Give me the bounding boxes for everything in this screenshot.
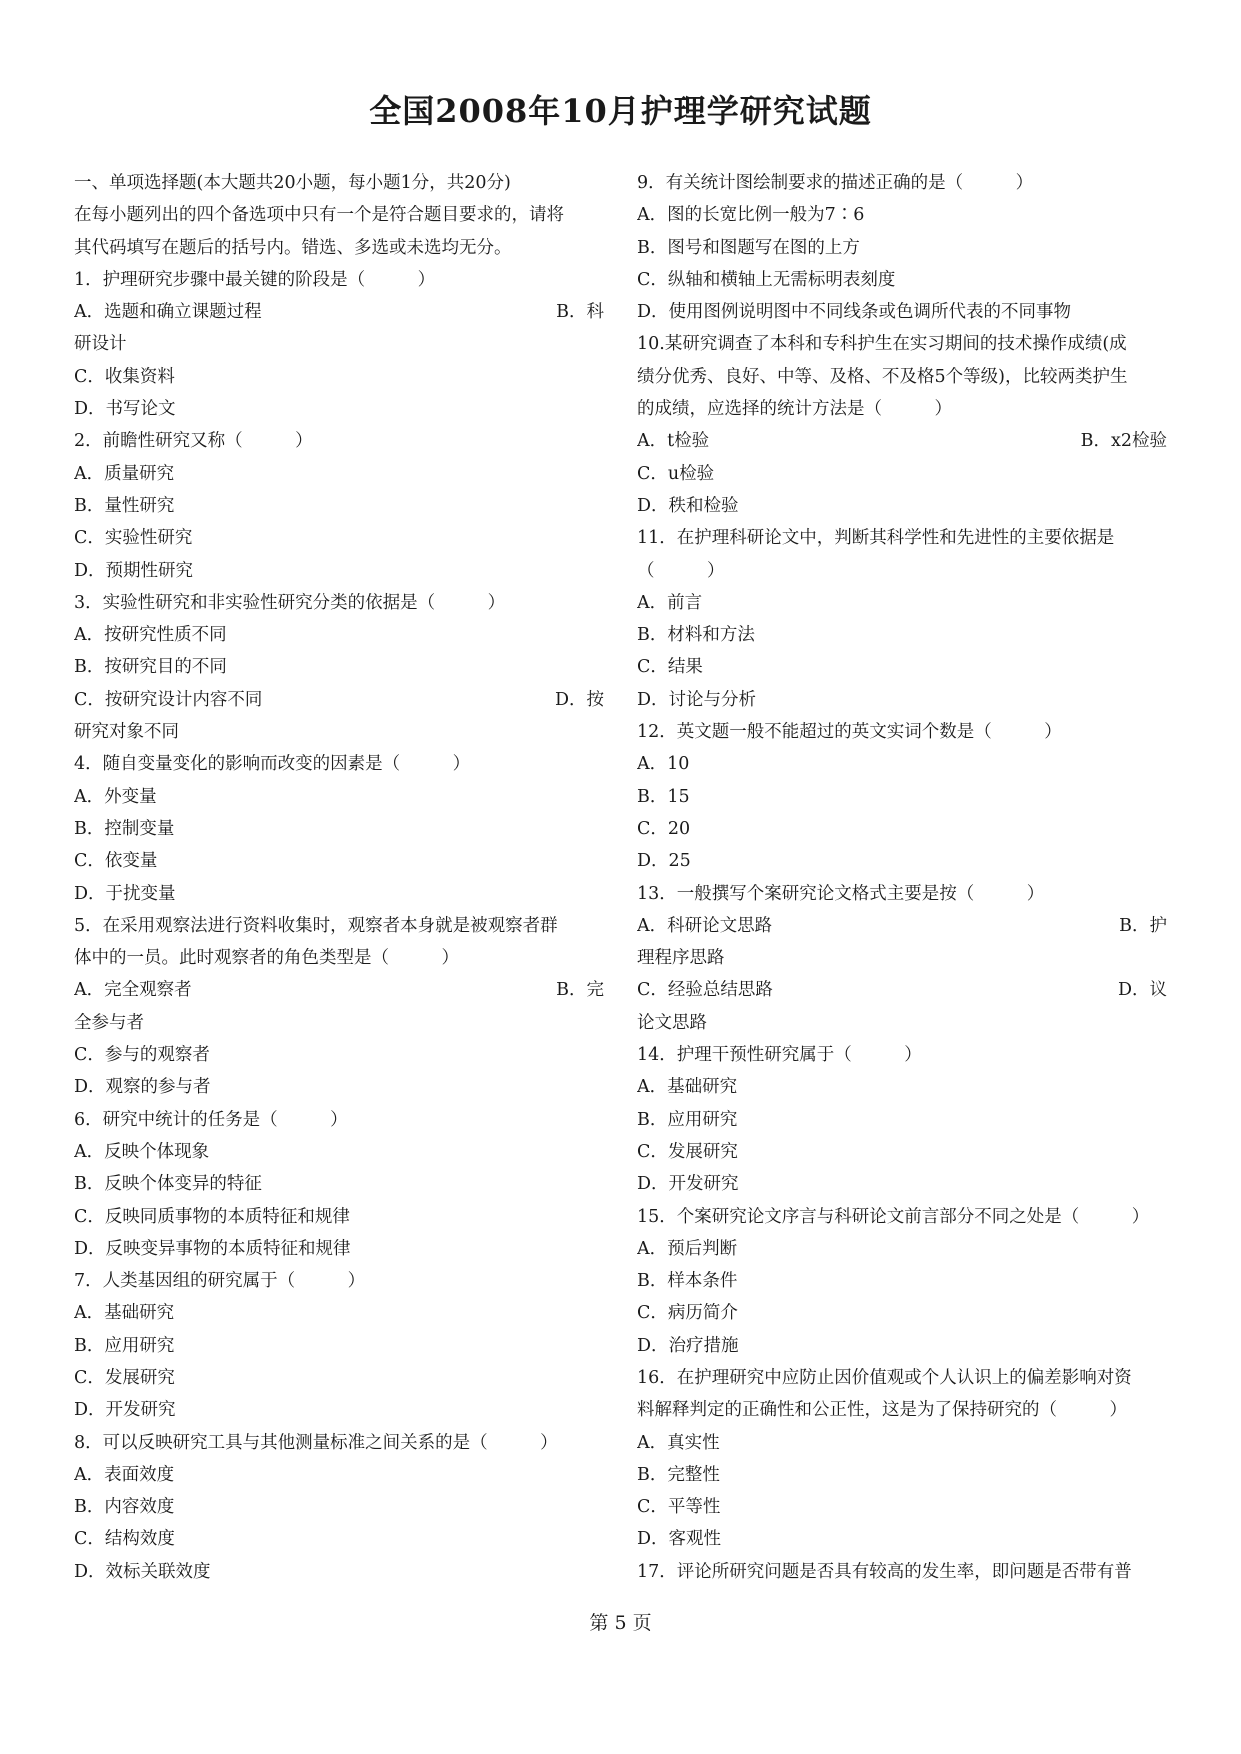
text-line: [74, 1168, 604, 1200]
line-text: D．开发研究: [637, 1174, 739, 1195]
line-text: D．效标关联效度: [74, 1561, 211, 1582]
line-text: 14．护理干预性研究属于（ ）: [637, 1045, 922, 1066]
text-line: [74, 1265, 604, 1297]
line-text: A．质量研究: [74, 463, 175, 484]
text-line: [74, 1233, 604, 1265]
text-line: [637, 264, 1167, 296]
text-line: [74, 1039, 604, 1071]
text-line: [74, 264, 604, 296]
line-text: 12．英文题一般不能超过的英文实词个数是（ ）: [637, 722, 1062, 743]
line-text: 绩分优秀、良好、中等、及格、不及格5个等级)，比较两类护生: [637, 366, 1128, 387]
line-text: A．表面效度: [74, 1464, 175, 1485]
left-column: [74, 167, 604, 1588]
page-number: 第 5 页: [589, 1612, 652, 1634]
text-line: [74, 1523, 604, 1555]
line-text: C．实验性研究: [74, 528, 193, 549]
line-text: 15．个案研究论文序言与科研论文前言部分不同之处是（ ）: [637, 1206, 1150, 1227]
line-text-right: B．科: [556, 302, 604, 323]
line-text: A．图的长宽比例一般为7∶6: [637, 205, 865, 226]
text-line: [74, 1071, 604, 1103]
text-line: [637, 1265, 1167, 1297]
line-text: D．讨论与分析: [637, 689, 757, 710]
text-line: [637, 328, 1167, 360]
line-text: A．真实性: [637, 1432, 720, 1453]
text-line: [637, 684, 1167, 716]
line-text: C．经验总结思路: [637, 980, 773, 1001]
line-text-right: D．议: [1117, 980, 1167, 1001]
line-text: 研究对象不同: [74, 722, 179, 743]
text-line: [74, 490, 604, 522]
text-line: [74, 522, 604, 554]
line-text: （ ）: [637, 560, 725, 581]
line-text-right: B．完: [556, 980, 604, 1001]
line-text: C．u检验: [637, 463, 715, 484]
line-text: A．t检验: [637, 431, 710, 452]
text-line: [637, 878, 1167, 910]
text-line: [637, 490, 1167, 522]
line-text: 16．在护理研究中应防止因价值观或个人认识上的偏差影响对资: [637, 1367, 1132, 1388]
text-line: [74, 781, 604, 813]
text-line: [74, 1136, 604, 1168]
text-line: [637, 296, 1167, 328]
text-line: [74, 458, 604, 490]
text-line: [637, 910, 1167, 942]
line-text: 17．评论所研究问题是否具有较高的发生率，即问题是否带有普: [637, 1561, 1132, 1582]
line-text: A．反映个体现象: [74, 1141, 210, 1162]
text-line: [637, 1039, 1167, 1071]
text-line: [637, 1007, 1167, 1039]
line-text: D．25: [637, 851, 691, 872]
text-line: [637, 1168, 1167, 1200]
text-line: [74, 232, 604, 264]
text-line: [74, 199, 604, 231]
line-text: C．20: [637, 818, 691, 839]
text-line: [637, 1427, 1167, 1459]
line-text: 4．随自变量变化的影响而改变的因素是（ ）: [74, 754, 471, 775]
line-text: B．应用研究: [74, 1335, 175, 1356]
line-text: B．反映个体变异的特征: [74, 1174, 262, 1195]
line-text: B．材料和方法: [637, 625, 755, 646]
text-line: [637, 1491, 1167, 1523]
line-text: D．客观性: [637, 1529, 722, 1550]
text-line: [74, 296, 604, 328]
line-text: C．纵轴和横轴上无需标明表刻度: [637, 269, 896, 290]
line-text: 3．实验性研究和非实验性研究分类的依据是（ ）: [74, 592, 506, 613]
text-line: [637, 361, 1167, 393]
line-text: D．治疗措施: [637, 1335, 739, 1356]
line-text: B．15: [637, 786, 690, 807]
line-text: 7．人类基因组的研究属于（ ）: [74, 1271, 366, 1292]
text-line: [74, 748, 604, 780]
text-line: [637, 1362, 1167, 1394]
text-line: [74, 587, 604, 619]
line-text: 的成绩，应选择的统计方法是（ ）: [637, 399, 952, 420]
text-line: [637, 425, 1167, 457]
line-text: A．前言: [637, 592, 703, 613]
line-text: D．开发研究: [74, 1400, 176, 1421]
text-line: [74, 910, 604, 942]
text-line: [74, 1556, 604, 1588]
line-text-right: B．x2检验: [1080, 431, 1167, 452]
line-text: A．外变量: [74, 786, 157, 807]
text-line: [74, 974, 604, 1006]
line-text: C．按研究设计内容不同: [74, 689, 263, 710]
line-text: 其代码填写在题后的括号内。错选、多选或未选均无分。: [74, 237, 512, 258]
text-line: [637, 1297, 1167, 1329]
line-text: 9．有关统计图绘制要求的描述正确的是（ ）: [637, 173, 1034, 193]
line-text: 13．一般撰写个案研究论文格式主要是按（ ）: [637, 883, 1045, 904]
line-text: 研设计: [74, 334, 127, 355]
line-text: C．反映同质事物的本质特征和规律: [74, 1206, 350, 1227]
line-text: C．依变量: [74, 851, 158, 872]
line-text: 6．研究中统计的任务是（ ）: [74, 1109, 348, 1130]
line-text: C．病历简介: [637, 1303, 738, 1324]
line-text: 理程序思路: [637, 948, 725, 969]
text-line: [637, 813, 1167, 845]
text-line: [637, 1104, 1167, 1136]
line-text: C．结构效度: [74, 1529, 175, 1550]
line-text: 体中的一员。此时观察者的角色类型是（ ）: [74, 948, 459, 969]
text-line: [74, 1362, 604, 1394]
right-column: [637, 167, 1167, 1588]
line-text: 8．可以反映研究工具与其他测量标准之间关系的是（ ）: [74, 1432, 558, 1453]
line-text: D．于扰变量: [74, 883, 176, 904]
line-text: B．图号和图题写在图的上方: [637, 237, 860, 258]
text-line: [74, 619, 604, 651]
line-text: A．选题和确立课题过程: [74, 302, 262, 323]
text-line: [74, 1104, 604, 1136]
text-line: [637, 232, 1167, 264]
text-line: [637, 619, 1167, 651]
line-text: 论文思路: [637, 1012, 707, 1033]
text-line: [637, 393, 1167, 425]
line-text: D．反映变异事物的本质特征和规律: [74, 1238, 351, 1259]
line-text: B．样本条件: [637, 1271, 738, 1292]
line-text: A．预后判断: [637, 1238, 738, 1259]
line-text: B．应用研究: [637, 1109, 738, 1130]
text-line: [637, 555, 1167, 587]
text-line: [637, 781, 1167, 813]
text-line: [637, 716, 1167, 748]
line-text: A．科研论文思路: [637, 915, 773, 936]
text-line: [637, 522, 1167, 554]
line-text: 1．护理研究步骤中最关键的阶段是（ ）: [74, 269, 436, 290]
text-line: [74, 1330, 604, 1362]
text-line: [74, 361, 604, 393]
line-text: C．发展研究: [74, 1367, 175, 1388]
text-line: [74, 555, 604, 587]
text-line: [637, 1394, 1167, 1426]
text-line: [74, 425, 604, 457]
text-line: [637, 651, 1167, 683]
line-text: A．基础研究: [74, 1303, 175, 1324]
line-text: A．基础研究: [637, 1077, 738, 1098]
page-title: 全国2008年10月护理学研究试题: [369, 92, 872, 130]
text-line: [74, 1201, 604, 1233]
line-text: B．量性研究: [74, 495, 175, 516]
line-text: D．预期性研究: [74, 560, 194, 581]
text-line: [74, 845, 604, 877]
text-line: [637, 1556, 1167, 1588]
text-line: [637, 1330, 1167, 1362]
text-line: [637, 1233, 1167, 1265]
line-text: B．内容效度: [74, 1497, 175, 1518]
line-text: 料解释判定的正确性和公正性，这是为了保持研究的（ ）: [637, 1400, 1127, 1421]
line-text-right: D．按: [554, 689, 604, 710]
text-line: [637, 1071, 1167, 1103]
text-line: [637, 942, 1167, 974]
text-line: [74, 1007, 604, 1039]
text-line: [637, 1459, 1167, 1491]
text-line: [637, 458, 1167, 490]
line-text: C．收集资料: [74, 366, 175, 387]
text-line: [74, 651, 604, 683]
line-text: A．按研究性质不同: [74, 625, 227, 646]
text-line: [637, 845, 1167, 877]
line-text: 10.某研究调查了本科和专科护生在实习期间的技术操作成绩(成: [637, 334, 1127, 355]
text-line: [74, 1491, 604, 1523]
text-line: [74, 684, 604, 716]
text-line: [74, 813, 604, 845]
line-text: B．完整性: [637, 1464, 720, 1485]
line-text: 一、单项选择题(本大题共20小题，每小题1分，共20分): [74, 173, 511, 193]
line-text: 全参与者: [74, 1012, 144, 1033]
line-text-right: B．护: [1119, 915, 1167, 936]
text-line: [637, 1523, 1167, 1555]
text-line: [637, 1136, 1167, 1168]
text-line: [74, 328, 604, 360]
line-text: 2．前瞻性研究又称（ ）: [74, 431, 313, 452]
line-text: D．使用图例说明图中不同线条或色调所代表的不同事物: [637, 302, 1072, 323]
text-line: [637, 587, 1167, 619]
text-line: [637, 1201, 1167, 1233]
line-text: D．观察的参与者: [74, 1077, 211, 1098]
line-text: A．10: [637, 754, 690, 775]
text-line: [637, 748, 1167, 780]
text-line: [637, 199, 1167, 231]
line-text: 5．在采用观察法进行资料收集时，观察者本身就是被观察者群: [74, 915, 558, 936]
text-line: [74, 1427, 604, 1459]
text-line: [74, 716, 604, 748]
line-text: C．发展研究: [637, 1141, 738, 1162]
text-line: [74, 167, 604, 199]
text-line: [74, 1394, 604, 1426]
line-text: A．完全观察者: [74, 980, 192, 1001]
text-line: [637, 167, 1167, 199]
line-text: B．控制变量: [74, 818, 175, 839]
text-line: [74, 942, 604, 974]
line-text: C．参与的观察者: [74, 1045, 210, 1066]
line-text: D．书写论文: [74, 399, 176, 420]
text-line: [74, 878, 604, 910]
line-text: 在每小题列出的四个备选项中只有一个是符合题目要求的，请将: [74, 205, 564, 226]
text-line: [74, 393, 604, 425]
text-line: [637, 974, 1167, 1006]
line-text: B．按研究目的不同: [74, 657, 227, 678]
line-text: C．平等性: [637, 1497, 721, 1518]
text-line: [74, 1459, 604, 1491]
line-text: 11．在护理科研论文中，判断其科学性和先进性的主要依据是: [637, 528, 1115, 549]
line-text: D．秩和检验: [637, 495, 739, 516]
line-text: C．结果: [637, 657, 703, 678]
text-line: [74, 1297, 604, 1329]
